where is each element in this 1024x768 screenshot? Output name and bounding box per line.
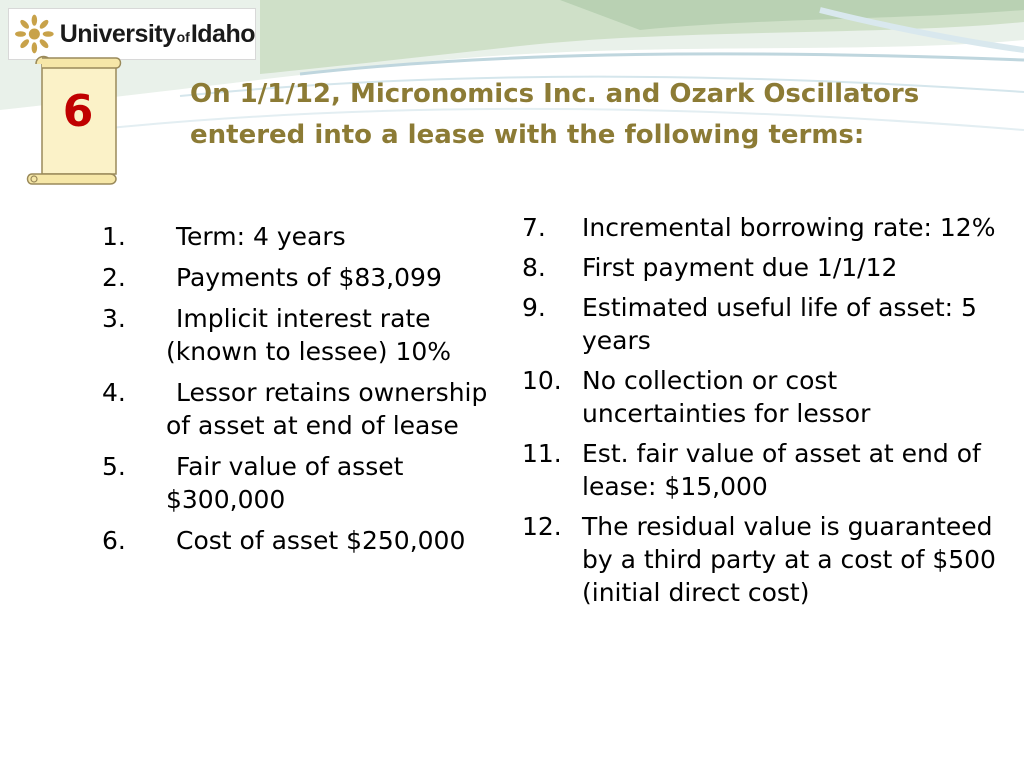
list-item (102, 302, 512, 368)
logo-word-university: University (59, 19, 176, 48)
item-number: 3. (102, 304, 126, 333)
item-number: 10. (522, 366, 562, 395)
item-text: Incremental borrowing rate: 12% (582, 213, 996, 242)
item-text: No collection or cost uncertainties for lessor (582, 366, 871, 428)
item-text: Est. fair value of asset at end of lease: $15,000 (582, 439, 981, 501)
item-number: 9. (522, 293, 546, 322)
item-number: 6. (102, 526, 126, 555)
logo-word-idaho: Idaho (190, 19, 255, 48)
item-text: Cost of asset $250,000 (176, 526, 466, 555)
item-text: Lessor retains ownership of asset at end of lease (166, 378, 488, 440)
logo-wordmark (60, 20, 255, 49)
item-text: Fair value of asset $300,000 (166, 452, 404, 514)
list-item (102, 220, 512, 253)
slide-number: 6 (62, 86, 94, 137)
item-text: Payments of $83,099 (176, 263, 442, 292)
item-text: The residual value is guaranteed by a third party at a cost of $500 (initial direct cost) (582, 512, 996, 607)
item-number: 7. (522, 213, 546, 242)
slide-title: On 1/1/12, Micronomics Inc. and Ozark Oscillators entered into a lease with the following terms: (190, 79, 920, 150)
list-item (102, 524, 512, 557)
item-number: 12. (522, 512, 562, 541)
sun-emblem-icon (15, 13, 54, 55)
list-item (522, 291, 1002, 357)
item-text: First payment due 1/1/12 (582, 253, 898, 282)
item-number: 2. (102, 263, 126, 292)
right-term-list (522, 211, 1002, 616)
list-item (522, 364, 1002, 430)
item-text: Implicit interest rate (known to lessee) 10% (166, 304, 452, 366)
item-text: Term: 4 years (176, 222, 346, 251)
item-number: 8. (522, 253, 546, 282)
item-number: 4. (102, 378, 126, 407)
list-item (102, 450, 512, 516)
item-text: Estimated useful life of asset: 5 years (582, 293, 977, 355)
left-term-list (102, 220, 512, 565)
list-item (522, 211, 1002, 244)
logo-word-of: of (176, 28, 190, 45)
list-item (522, 251, 1002, 284)
item-number: 5. (102, 452, 126, 481)
list-item (522, 437, 1002, 503)
list-item (102, 376, 512, 442)
item-number: 1. (102, 222, 126, 251)
list-item (522, 510, 1002, 609)
list-item (102, 261, 512, 294)
item-number: 11. (522, 439, 562, 468)
